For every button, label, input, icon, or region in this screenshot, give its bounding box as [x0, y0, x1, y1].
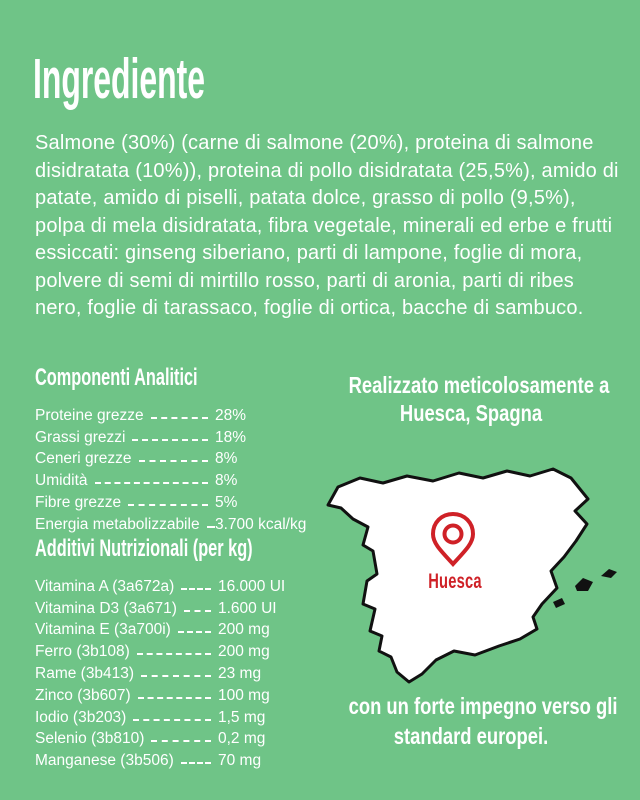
- dash-leader: [181, 762, 211, 764]
- row-label: Grassi grezzi: [35, 428, 126, 446]
- row-label: Vitamina E (3a700i): [35, 621, 171, 639]
- table-row: [35, 750, 315, 772]
- row-label: Iodio (3b203): [35, 708, 127, 726]
- dash-leader: [151, 740, 211, 742]
- balearic-islands: [553, 569, 617, 608]
- row-value: 100 mg: [218, 686, 270, 704]
- row-value: 0,2 mg: [218, 730, 266, 748]
- dash-leader: [133, 719, 211, 721]
- analytical-components-heading: Componenti Analitici: [35, 364, 198, 391]
- row-label: Vitamina D3 (3a671): [35, 599, 177, 617]
- row-label: Energia metabolizzabile: [35, 515, 200, 533]
- row-label: Vitamina A (3a672a): [35, 577, 175, 595]
- dash-leader: [128, 504, 208, 506]
- table-row: [35, 449, 315, 471]
- table-row: [35, 576, 315, 598]
- origin-footer-line2: standard europei.: [393, 723, 549, 749]
- table-row: [35, 685, 315, 707]
- row-label: Fibre grezze: [35, 494, 122, 512]
- dash-leader: [181, 588, 211, 590]
- dash-leader: [178, 631, 211, 633]
- row-label: Ferro (3b108): [35, 643, 130, 661]
- origin-footer-line1: con un forte impegno verso gli: [348, 693, 618, 719]
- row-value: 200 mg: [218, 621, 270, 639]
- table-row: [35, 598, 315, 620]
- row-value: 3.700 kcal/kg: [215, 515, 307, 533]
- table-row: [35, 707, 315, 729]
- dash-leader: [184, 610, 211, 612]
- dash-leader: [207, 526, 215, 528]
- row-value: 18%: [215, 428, 247, 446]
- table-row: [35, 729, 315, 751]
- row-value: 70 mg: [218, 752, 262, 770]
- row-value: 16.000 UI: [218, 577, 286, 595]
- row-value: 8%: [215, 450, 238, 468]
- table-row: [35, 470, 315, 492]
- dash-leader: [139, 460, 209, 462]
- table-row: [35, 492, 315, 514]
- row-label: Zinco (3b607): [35, 686, 131, 704]
- dash-leader: [95, 482, 208, 484]
- table-row: [35, 514, 315, 536]
- origin-heading-line1: Realizzato meticolosamente a: [348, 372, 610, 398]
- row-value: 8%: [215, 472, 238, 490]
- row-label: Ceneri grezze: [35, 450, 132, 468]
- spain-map: [325, 448, 620, 693]
- row-value: 23 mg: [218, 665, 262, 683]
- origin-footer: [348, 691, 618, 751]
- page-title: Ingrediente: [33, 47, 206, 111]
- row-label: Manganese (3b506): [35, 752, 174, 770]
- row-value: 5%: [215, 494, 238, 512]
- analytical-components-section: [35, 364, 315, 536]
- row-value: 200 mg: [218, 643, 270, 661]
- row-value: 28%: [215, 406, 247, 424]
- nutritional-additives-heading: Additivi Nutrizionali (per kg): [35, 535, 253, 562]
- table-row: [35, 427, 315, 449]
- dash-leader: [151, 417, 208, 419]
- ingredients-paragraph: Salmone (30%) (carne di salmone (20%), proteina di salmone disidratata (10%)), proteina di pollo disidratata (25,5%), amido di patate, amido di piselli, patata dolce, grasso di pollo (9,5%), polpa di mela disidratata, fibra vegetale, minerali ed erbe e frutti essiccati: ginseng siberiano, parti di lampone, foglie di mora, polvere di semi di mirtillo rosso, parti di aronia, parti di ribes nero, foglie di tarassaco, foglie di ortica, bacche di sambuco.: [35, 132, 619, 319]
- row-value: 1.600 UI: [218, 599, 277, 617]
- nutritional-additives-section: [35, 535, 315, 772]
- row-label: Rame (3b413): [35, 665, 135, 683]
- map-pin-label: Huesca: [428, 570, 482, 593]
- row-label: Selenio (3b810): [35, 730, 145, 748]
- dash-leader: [141, 675, 211, 677]
- table-row: [35, 663, 315, 685]
- table-row: [35, 620, 315, 642]
- table-row: [35, 641, 315, 663]
- dash-leader: [137, 653, 211, 655]
- origin-heading: [348, 371, 610, 427]
- row-label: Umidità: [35, 472, 88, 490]
- table-row: [35, 405, 315, 427]
- dash-leader: [132, 439, 208, 441]
- dash-leader: [138, 697, 211, 699]
- row-value: 1,5 mg: [218, 708, 266, 726]
- origin-heading-line2: Huesca, Spagna: [399, 400, 543, 426]
- row-label: Proteine grezze: [35, 406, 144, 424]
